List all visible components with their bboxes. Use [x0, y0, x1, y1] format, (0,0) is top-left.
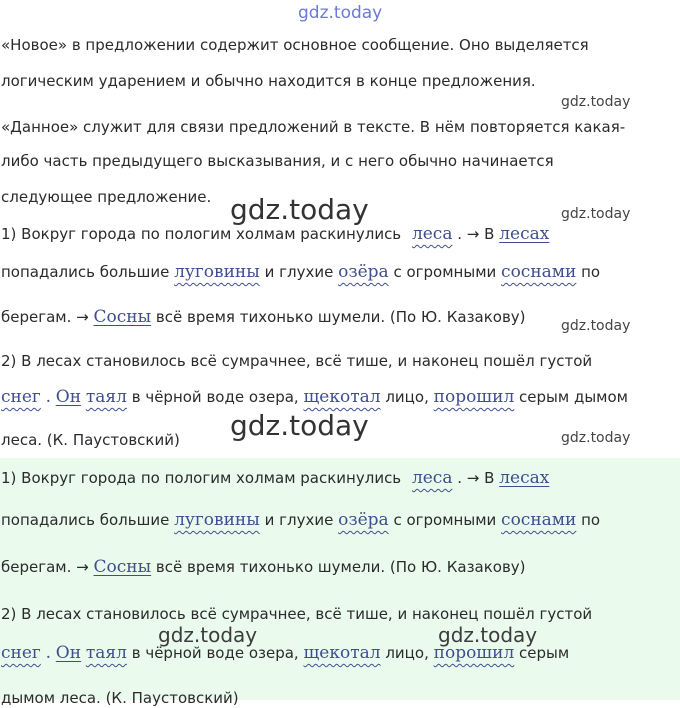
- new-info-word: щекотал: [303, 387, 381, 407]
- given-info-word: Он: [55, 387, 82, 407]
- new-info-word: озёра: [338, 262, 389, 282]
- sentence-text: лицо,: [385, 644, 429, 662]
- answer-line: [1, 643, 569, 663]
- theory-line: следующее предложение.: [1, 188, 212, 206]
- new-info-word: леса: [411, 224, 453, 244]
- new-info-word: таял: [85, 387, 127, 407]
- new-info-word: таял: [85, 643, 127, 663]
- watermark: gdz.today: [561, 318, 631, 334]
- watermark: gdz.today: [438, 623, 538, 647]
- new-info-word: луговины: [174, 262, 260, 282]
- punctuation: .: [45, 643, 52, 663]
- new-info-word: снег: [1, 387, 41, 407]
- sentence-text: 1) Вокруг города по пологим холмам раскинулись: [1, 469, 402, 487]
- theory-line: «Данное» служит для связи предложений в тексте. В нём повторяется какая-: [1, 118, 626, 136]
- given-info-word: Сосны: [93, 557, 152, 577]
- watermark-large: gdz.today: [230, 409, 369, 442]
- sentence-text: по: [581, 263, 601, 281]
- exercise-line: 2) В лесах становилось всё сумрачнее, всё тише, и наконец пошёл густой: [1, 352, 593, 370]
- sentence-text: лицо,: [385, 388, 429, 406]
- theory-line: «Новое» в предложении содержит основное сообщение. Оно выделяется: [1, 36, 589, 54]
- sentence-text: берегам. →: [1, 308, 89, 326]
- new-info-word: луговины: [174, 510, 260, 530]
- new-info-word: щекотал: [303, 643, 381, 663]
- sentence-text: с огромными: [393, 263, 497, 281]
- sentence-text: в чёрной воде озера,: [131, 388, 299, 406]
- sentence-text: и глухие: [264, 263, 334, 281]
- new-info-word: порошил: [433, 643, 515, 663]
- given-info-word: Сосны: [93, 307, 152, 327]
- exercise-line: [1, 307, 526, 327]
- given-info-word: Он: [55, 643, 82, 663]
- new-info-word: порошил: [433, 387, 515, 407]
- sentence-text: по: [581, 511, 601, 529]
- theory-line: либо часть предыдущего высказывания, и с него обычно начинается: [1, 152, 554, 170]
- answer-line: [1, 468, 549, 488]
- given-info-word: лесах: [499, 468, 550, 488]
- answer-highlight: [0, 458, 680, 700]
- watermark: gdz.today: [158, 623, 258, 647]
- watermark: gdz.today: [561, 430, 631, 446]
- sentence-text: попадались большие: [1, 511, 170, 529]
- sentence-text: берегам. →: [1, 558, 89, 576]
- punctuation: .: [45, 387, 52, 407]
- sentence-text: попадались большие: [1, 263, 170, 281]
- new-info-word: снег: [1, 643, 41, 663]
- arrow-text: . → В: [457, 225, 495, 243]
- exercise-line: леса. (К. Паустовский): [1, 431, 180, 449]
- sentence-text: серым дымом: [519, 388, 628, 406]
- answer-line: дымом леса. (К. Паустовский): [1, 689, 239, 707]
- sentence-text: всё время тихонько шумели. (По Ю. Казакову): [155, 558, 526, 576]
- answer-line: [1, 557, 526, 577]
- arrow-text: . → В: [457, 469, 495, 487]
- exercise-line: [1, 224, 549, 244]
- sentence-text: 1) Вокруг города по пологим холмам раскинулись: [1, 225, 402, 243]
- exercise-line: [1, 387, 628, 407]
- watermark-top: gdz.today: [298, 3, 383, 23]
- watermark-large: gdz.today: [230, 193, 369, 226]
- theory-line: логическим ударением и обычно находится в конце предложения.: [1, 72, 536, 90]
- new-info-word: соснами: [501, 262, 577, 282]
- watermark: gdz.today: [561, 94, 631, 110]
- given-info-word: лесах: [499, 224, 550, 244]
- answer-line: 2) В лесах становилось всё сумрачнее, всё тише, и наконец пошёл густой: [1, 605, 593, 623]
- exercise-line: [1, 262, 600, 282]
- new-info-word: леса: [411, 468, 453, 488]
- sentence-text: всё время тихонько шумели. (По Ю. Казакову): [155, 308, 526, 326]
- sentence-text: в чёрной воде озера,: [131, 644, 299, 662]
- sentence-text: серым: [519, 644, 570, 662]
- watermark: gdz.today: [561, 206, 631, 222]
- new-info-word: озёра: [338, 510, 389, 530]
- new-info-word: соснами: [501, 510, 577, 530]
- answer-line: [1, 510, 600, 530]
- sentence-text: с огромными: [393, 511, 497, 529]
- sentence-text: и глухие: [264, 511, 334, 529]
